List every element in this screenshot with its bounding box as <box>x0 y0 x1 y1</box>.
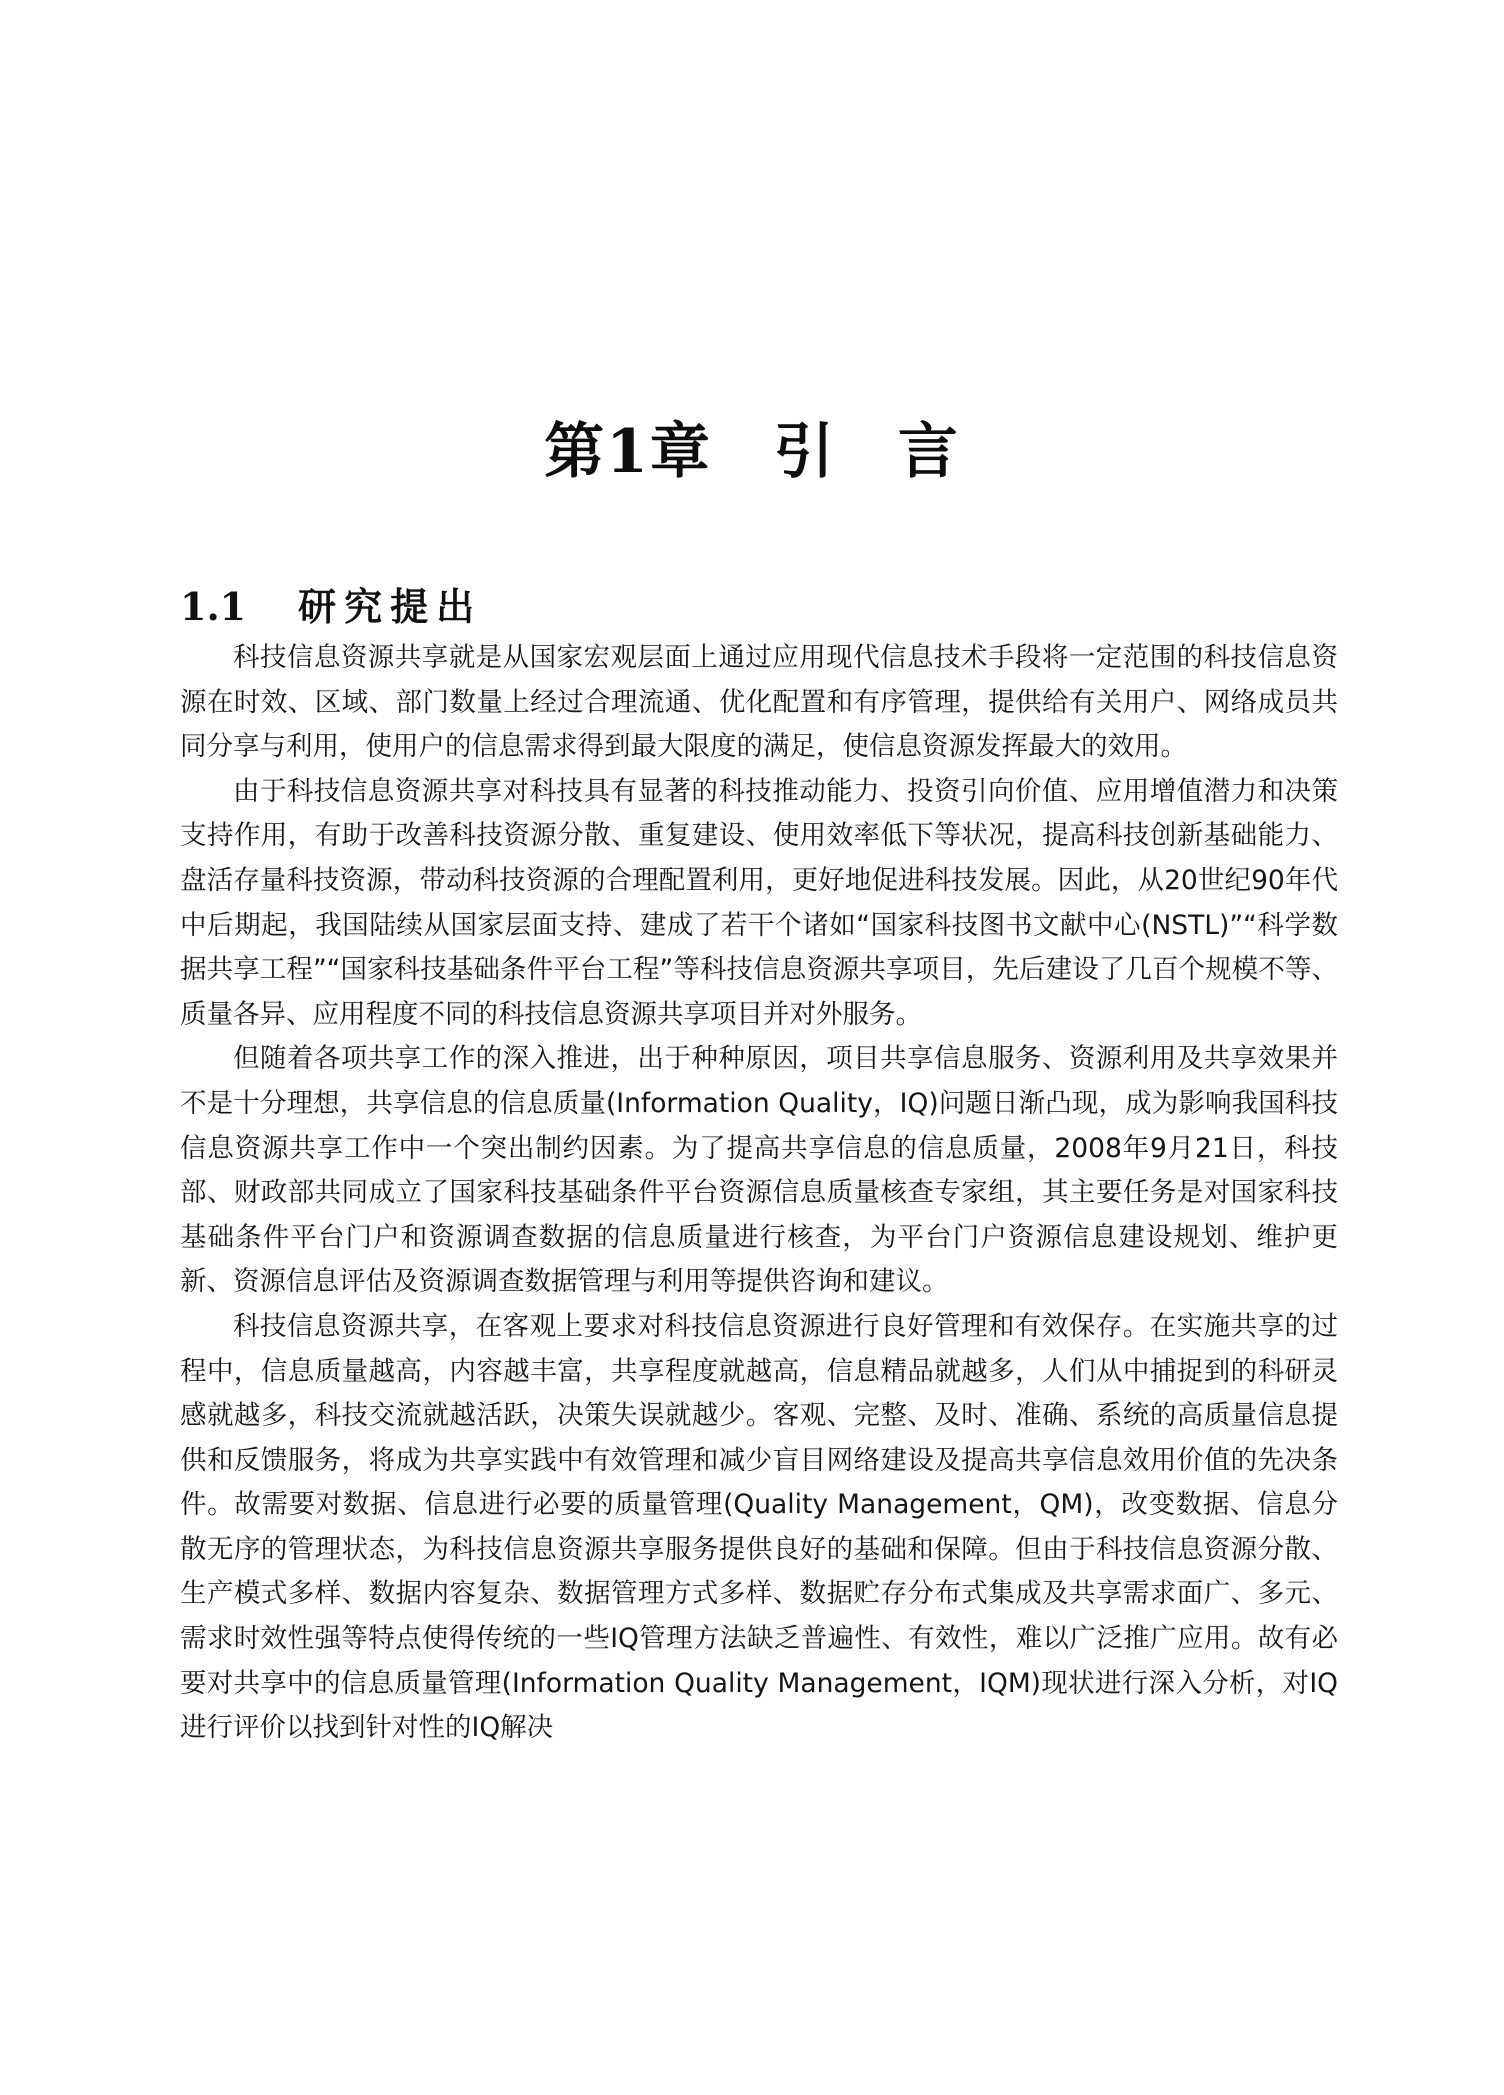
paragraph: 由于科技信息资源共享对科技具有显著的科技推动能力、投资引向价值、应用增值潜力和决策支持作用，有助于改善科技资源分散、重复建设、使用效率低下等状况，提高科技创新基础能力、盘活存量科技资源，带动科技资源的合理配置利用，更好地促进科技发展。因此，从20世纪90年代中后期起，我国陆续从国家层面支持、建成了若干个诸如“国家科技图书文献中心(NSTL)”“科学数据共享工程”“国家科技基础条件平台工程”等科技信息资源共享项目，先后建设了几百个规模不等、质量各异、应用程度不同的科技信息资源共享项目并对外服务。 <box>180 775 1338 1030</box>
paragraph: 但随着各项共享工作的深入推进，出于种种原因，项目共享信息服务、资源利用及共享效果并不是十分理想，共享信息的信息质量(Information Quality，IQ)问题日渐凸现，成为影响我国科技信息资源共享工作中一个突出制约因素。为了提高共享信息的信息质量，2008年9月21日，科技部、财政部共同成立了国家科技基础条件平台资源信息质量核查专家组，其主要任务是对国家科技基础条件平台门户和资源调查数据的信息质量进行核查，为平台门户资源信息建设规划、维护更新、资源信息评估及资源调查数据管理与利用等提供咨询和建议。 <box>180 1043 1338 1298</box>
section-title: 研究提出 <box>298 584 483 629</box>
section-number: 1.1 <box>180 583 247 629</box>
body-text <box>180 636 1338 1751</box>
paragraph: 科技信息资源共享，在客观上要求对科技信息资源进行良好管理和有效保存。在实施共享的过程中，信息质量越高，内容越丰富，共享程度就越高，信息精品就越多，人们从中捕捉到的科研灵感就越多，科技交流就越活跃，决策失误就越少。客观、完整、及时、准确、系统的高质量信息提供和反馈服务，将成为共享实践中有效管理和减少盲目网络建设及提高共享信息效用价值的先决条件。故需要对数据、信息进行必要的质量管理(Quality Management，QM)，改变数据、信息分散无序的管理状态，为科技信息资源共享服务提供良好的基础和保障。但由于科技信息资源分散、生产模式多样、数据内容复杂、数据管理方式多样、数据贮存分布式集成及共享需求面广、多元、需求时效性强等特点使得传统的一些IQ管理方法缺乏普遍性、有效性，难以广泛推广应用。故有必要对共享中的信息质量管理(Information Quality Management，IQM)现状进行深入分析，对IQ进行评价以找到针对性的IQ解决 <box>180 1310 1338 1744</box>
section-heading <box>180 582 482 632</box>
chapter-title: 第1章 引 言 <box>544 417 960 488</box>
paragraph: 科技信息资源共享就是从国家宏观层面上通过应用现代信息技术手段将一定范围的科技信息资源在时效、区域、部门数量上经过合理流通、优化配置和有序管理，提供给有关用户、网络成员共同分享与利用，使用户的信息需求得到最大限度的满足，使信息资源发挥最大的效用。 <box>180 642 1338 763</box>
